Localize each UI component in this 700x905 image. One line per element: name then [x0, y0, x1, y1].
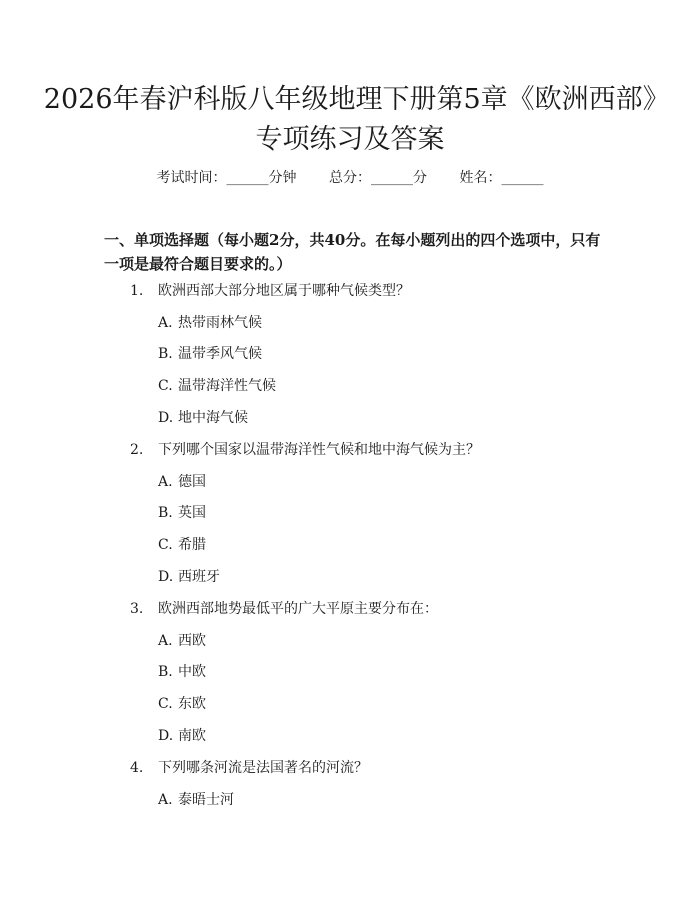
- question-4-option-a: [158, 790, 234, 810]
- question-1-option-a: [158, 313, 262, 333]
- option-letter: B.: [158, 505, 173, 521]
- student-name-field: 姓名：______: [459, 170, 544, 186]
- question-3-option-a: [158, 631, 206, 651]
- option-letter: C.: [158, 378, 173, 394]
- exam-meta: [0, 168, 700, 188]
- option-letter: A.: [158, 315, 173, 331]
- option-text: 德国: [178, 474, 206, 490]
- question-1-option-c: [158, 376, 276, 396]
- option-text: 泰晤士河: [178, 792, 234, 808]
- option-letter: B.: [158, 346, 173, 362]
- option-letter: D.: [158, 728, 174, 744]
- option-text: 西班牙: [178, 569, 220, 585]
- question-2-option-d: [158, 567, 220, 587]
- question-1-option-d: [158, 408, 248, 428]
- option-letter: A.: [158, 792, 173, 808]
- question-3-option-b: [158, 662, 206, 682]
- option-text: 温带海洋性气候: [178, 378, 276, 394]
- question-number: 3.: [130, 601, 144, 617]
- option-text: 东欧: [178, 696, 206, 712]
- option-text: 西欧: [178, 633, 206, 649]
- question-number: 2.: [130, 442, 144, 458]
- question-number: 1.: [130, 283, 144, 299]
- option-letter: C.: [158, 696, 173, 712]
- question-3-option-d: [158, 726, 206, 746]
- question-2-option-c: [158, 535, 206, 555]
- option-letter: D.: [158, 410, 174, 426]
- exam-time-field: 考试时间：______分钟: [156, 170, 297, 186]
- option-text: 地中海气候: [178, 410, 248, 426]
- question-text: 欧洲西部地势最低平的广大平原主要分布在：: [158, 601, 438, 617]
- option-text: 温带季风气候: [178, 346, 262, 362]
- question-text: 下列哪个国家以温带海洋性气候和地中海气候为主？: [158, 442, 480, 458]
- question-3: [130, 599, 438, 619]
- section-heading: 一、单项选择题（每小题2分，共40分。在每小题列出的四个选项中，只有一项是最符合题目要求的。）: [104, 231, 601, 273]
- question-2-option-a: [158, 472, 206, 492]
- question-2-option-b: [158, 503, 206, 523]
- option-text: 南欧: [178, 728, 206, 744]
- question-text: 下列哪条河流是法国著名的河流？: [158, 760, 368, 776]
- option-letter: A.: [158, 474, 173, 490]
- total-score-field: 总分：______分: [329, 170, 427, 186]
- option-text: 希腊: [178, 537, 206, 553]
- question-2: [130, 440, 480, 460]
- option-text: 中欧: [178, 664, 206, 680]
- option-letter: D.: [158, 569, 174, 585]
- question-1-option-b: [158, 344, 262, 364]
- question-number: 4.: [130, 760, 144, 776]
- question-1: [130, 281, 410, 301]
- option-text: 英国: [178, 505, 206, 521]
- option-letter: A.: [158, 633, 173, 649]
- option-letter: B.: [158, 664, 173, 680]
- option-text: 热带雨林气候: [178, 315, 262, 331]
- question-text: 欧洲西部大部分地区属于哪种气候类型？: [158, 283, 410, 299]
- option-letter: C.: [158, 537, 173, 553]
- document-title: 2026年春沪科版八年级地理下册第5章《欧洲西部》专项练习及答案: [43, 84, 657, 155]
- question-4: [130, 758, 368, 778]
- question-3-option-c: [158, 694, 206, 714]
